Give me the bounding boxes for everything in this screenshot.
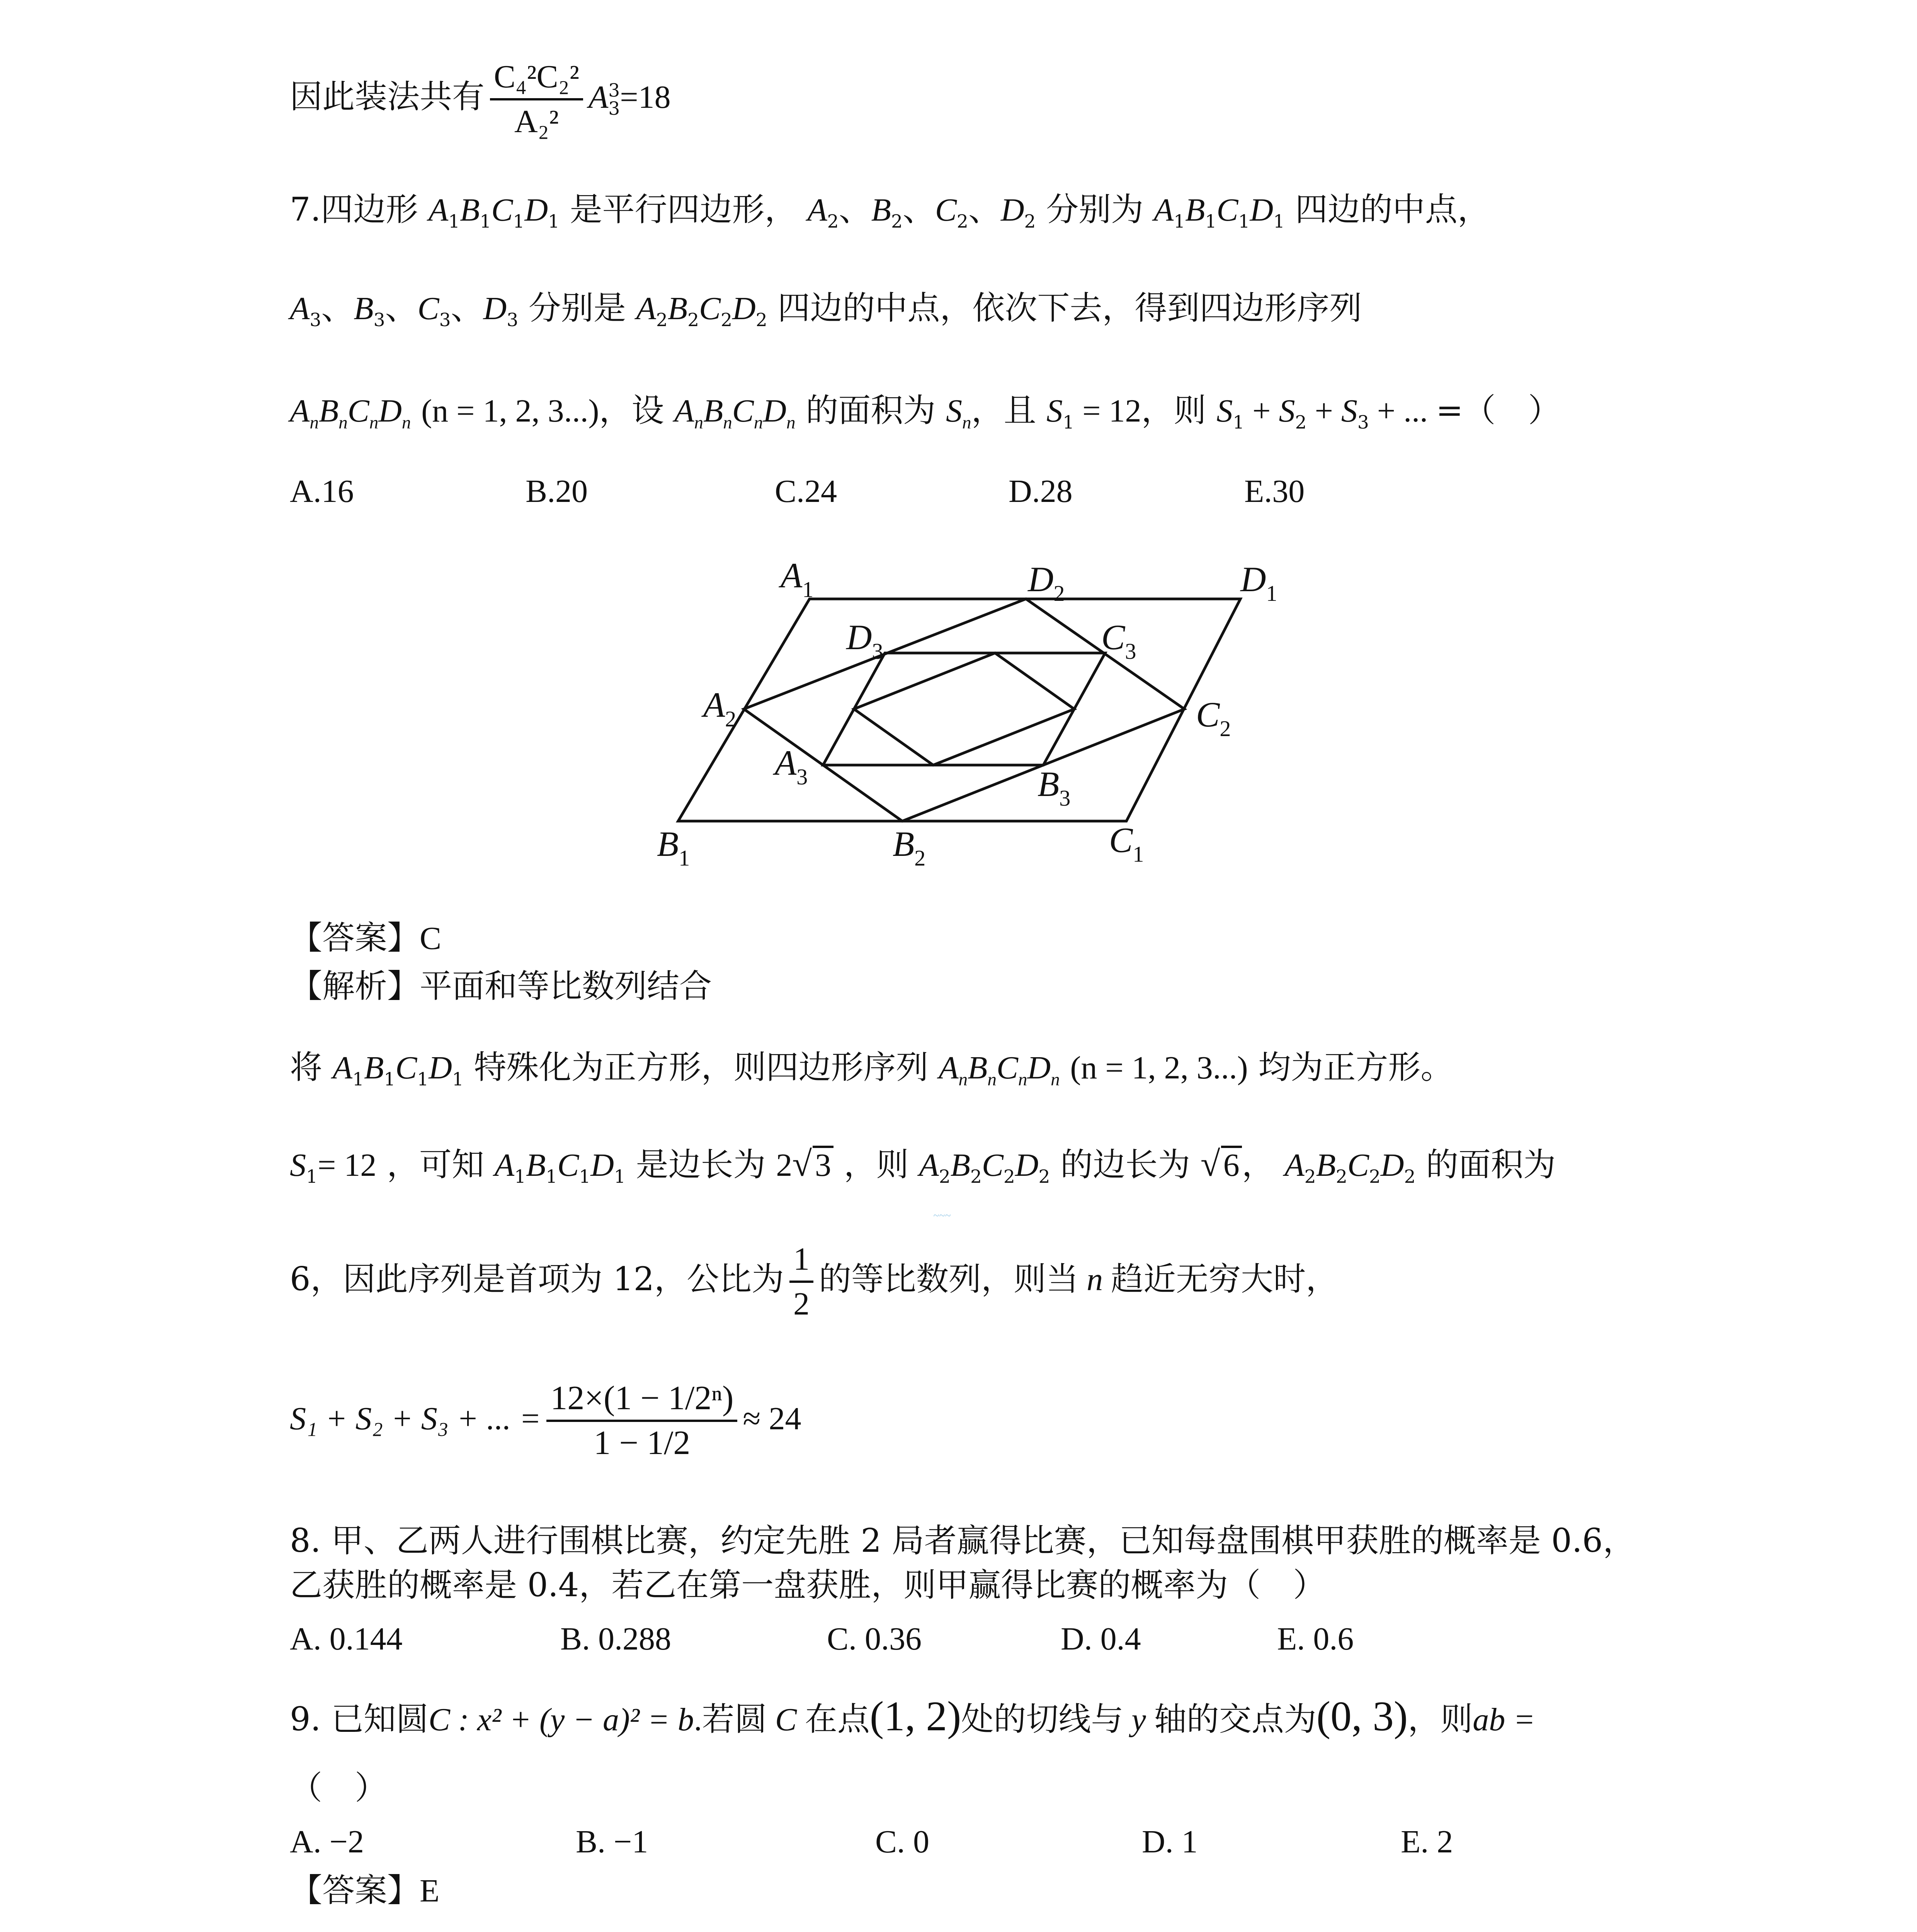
label-b3: $B_3$	[1038, 764, 1071, 811]
ratio-numerator: 1	[789, 1238, 813, 1283]
q9-text-e: 轴的交点为	[1154, 1700, 1317, 1738]
arrangement-sub: 3	[608, 98, 620, 119]
q7-option-c[interactable]: C.24	[775, 473, 837, 509]
point-1-2: (1, 2)	[869, 1693, 961, 1740]
label-b2: $B_2$	[893, 824, 926, 871]
sum-denominator: 1 − 1/2	[594, 1424, 691, 1462]
exp2-a: = 12	[317, 1147, 377, 1183]
third-quadrilateral	[823, 653, 1105, 765]
q7-text-3c: ，且	[971, 391, 1036, 429]
q7-text-1c: 分别为	[1046, 190, 1144, 228]
label-d3: $D_3$	[846, 617, 883, 664]
q7-explanation-2: $S_1= 12$ ，可知 $A_1B_1C_1D_1$ 是边长为 2√3 ，则 $A_2B_2C_2D_2$ 的边长为 √6， $A_2B_2C_2D_2$ 的面积为	[290, 1144, 1556, 1187]
result-prefix: 因此装法共有	[290, 78, 485, 116]
q8-option-a[interactable]: A. 0.144	[290, 1621, 403, 1657]
exp2-c: 是边长为	[636, 1146, 766, 1184]
circle-equation: C : x² + (y − a)² = b	[428, 1702, 694, 1738]
arrangement-symbol: A	[589, 79, 609, 115]
sum-lhs: S₁ + S₂ + S₃ + ... =	[290, 1401, 541, 1437]
q8-option-c[interactable]: C. 0.36	[827, 1621, 922, 1657]
exp3-b: 的等比数列，则当	[819, 1260, 1079, 1298]
q8-option-b[interactable]: B. 0.288	[560, 1621, 672, 1657]
q9-text-b: .若圆	[694, 1702, 767, 1738]
label-c3: $C_3$	[1101, 617, 1136, 664]
watermark-logo	[933, 1208, 976, 1223]
q7-text-3e: =（ ）	[1436, 391, 1561, 429]
q9-option-b[interactable]: B. −1	[576, 1824, 648, 1860]
q8-line-2: 乙获胜的概率是 0.4，若乙在第一盘获胜，则甲赢得比赛的概率为（ ）	[290, 1566, 1326, 1604]
parallelogram-figure	[0, 0, 1917, 927]
q7-answer-line	[290, 918, 1627, 959]
q9-answer: E	[420, 1873, 440, 1909]
exp2-g: 的面积为	[1426, 1146, 1556, 1184]
answer-tag: 【答案】	[290, 919, 420, 957]
q7-line-2: $A_3$、$B_3$、$C_3$、$D_3$ 分别是 $A_2B_2C_2D_2$ 四边的中点，依次下去，得到四边形序列	[290, 289, 1362, 331]
q8-option-e[interactable]: E. 0.6	[1277, 1621, 1354, 1657]
figure-lines	[678, 599, 1240, 821]
sum-fraction	[546, 1377, 737, 1464]
label-b1: $B_1$	[657, 824, 690, 871]
q7-explanation-3: 6，因此序列是首项为 12，公比为 $\frac{1}{2}$ 的等比数列，则当 n 趋近无穷大时，	[290, 1229, 1627, 1330]
q7-line-1: 7.四边形 $A_1B_1C_1D_1$ 是平行四边形， $A_2$、$B_2$、$C_2$、$D_2$ 分别为 $A_1B_1C_1D_1$ 四边的中点，	[290, 190, 1490, 232]
q7-text-1d: 四边的中点，	[1295, 190, 1490, 228]
q9-text-c: 在点	[805, 1700, 870, 1738]
fraction-numerator: C₄²C₂²	[490, 56, 583, 100]
label-d1: $D_1$	[1240, 560, 1277, 606]
exp1-d: 均为正方形。	[1258, 1048, 1453, 1086]
svg-text:~~~: ~~~	[933, 1210, 951, 1222]
q7-analysis-line	[290, 966, 1627, 1006]
ab-expression: ab =	[1473, 1702, 1535, 1738]
exp2-d: ，则	[844, 1146, 909, 1184]
exp2-e: 的边长为	[1060, 1146, 1191, 1184]
fourth-quadrilateral	[854, 653, 1074, 765]
exp1-a: 将	[290, 1048, 323, 1086]
q9-line-1: 9. 已知圆C : x² + (y − a)² = b.若圆 C 在点(1, 2)处的切线与 y 轴的交点为(0, 3)，则ab =	[290, 1693, 1535, 1740]
q9-text-d: 处的切线与	[961, 1700, 1124, 1738]
q9-line-2: （ ）	[290, 1769, 388, 1807]
q7-answer: C	[420, 920, 442, 956]
q7-option-a[interactable]: A.16	[290, 473, 354, 509]
q7-text-3b: 的面积为	[806, 391, 936, 429]
point-0-3: (0, 3)	[1316, 1693, 1408, 1740]
sum-numerator: 12×(1 − 1/2ⁿ)	[546, 1377, 737, 1422]
ratio-fraction	[789, 1238, 813, 1325]
exp2-b: ，可知	[387, 1146, 485, 1184]
fraction-denominator: A₂²	[514, 104, 559, 139]
label-c1: $C_1$	[1109, 820, 1144, 867]
exp1-c: (n = 1, 2, 3...)	[1070, 1050, 1248, 1086]
label-d2: $D_2$	[1028, 560, 1065, 606]
exp3-c: 趋近无穷大时，	[1111, 1260, 1339, 1298]
q9-text-f: ，则	[1408, 1700, 1473, 1738]
q9-text-a: 9. 已知圆	[290, 1700, 429, 1738]
sum-rhs: ≈ 24	[743, 1401, 801, 1437]
q7-text-3a: (n = 1, 2, 3...)，设	[421, 393, 664, 429]
q7-explanation-4	[290, 1337, 1627, 1500]
q7-text-1b: 是平行四边形，	[570, 190, 797, 228]
q7-text-2b: 分别是	[528, 289, 626, 327]
exp2-f: ，	[1242, 1146, 1274, 1184]
analysis-tag: 【解析】	[290, 967, 420, 1005]
q9-option-e[interactable]: E. 2	[1401, 1824, 1453, 1860]
ratio-denominator: 2	[793, 1286, 810, 1322]
q7-option-d[interactable]: D.28	[1009, 473, 1073, 509]
label-c2: $C_2$	[1196, 695, 1231, 741]
q7-option-b[interactable]: B.20	[526, 473, 588, 509]
q9-option-c[interactable]: C. 0	[875, 1824, 930, 1860]
q7-explanation-1: 将 $A_1B_1C_1D_1$ 特殊化为正方形，则四边形序列 $A_nB_nC_nD_n$ (n = 1, 2, 3...) 均为正方形。	[290, 1048, 1453, 1090]
arrangement-sup: 3	[608, 80, 620, 101]
q7-option-e[interactable]: E.30	[1244, 473, 1305, 509]
q9-option-a[interactable]: A. −2	[290, 1824, 364, 1860]
q7-line-3: $A_nB_nC_nD_n$ (n = 1, 2, 3...)，设 $A_nB_nC_nD_n$ 的面积为 $S_n$，且 $S_1 = 12$，则 $S_1 + S_2 + S_3$ + ... =（ ）	[290, 391, 1561, 433]
exp3-a: 6，因此序列是首项为 12，公比为	[290, 1260, 784, 1298]
q9-answer-line	[290, 1870, 1627, 1911]
q8-option-d[interactable]: D. 0.4	[1061, 1621, 1141, 1657]
outer-parallelogram	[678, 599, 1240, 821]
q8-line-1: 8. 甲、乙两人进行围棋比赛，约定先胜 2 局者赢得比赛，已知每盘围棋甲获胜的概率是 0.6，	[290, 1522, 1635, 1560]
q7-text-3d: ，则	[1141, 391, 1206, 429]
label-a3: $A_3$	[775, 743, 808, 789]
q9-option-d[interactable]: D. 1	[1142, 1824, 1198, 1860]
label-a2: $A_2$	[703, 685, 737, 731]
label-a1: $A_1$	[781, 556, 814, 602]
q7-text-2c: 四边的中点，依次下去，得到四边形序列	[777, 289, 1362, 327]
q7-analysis-title: 平面和等比数列结合	[420, 967, 712, 1005]
q7-number: 7.四边形	[290, 190, 418, 228]
result-value: =18	[620, 79, 671, 115]
answer-tag: 【答案】	[290, 1871, 420, 1909]
exp1-b: 特殊化为正方形，则四边形序列	[474, 1048, 929, 1086]
